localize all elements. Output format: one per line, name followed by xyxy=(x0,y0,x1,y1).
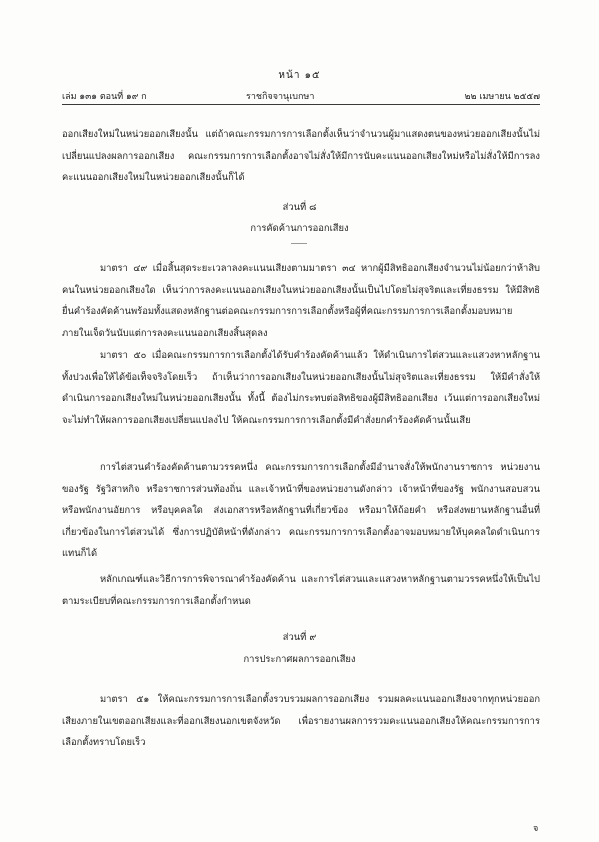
page-number: หน้า ๑๕ xyxy=(278,70,321,81)
section-9-title: การประกาศผลการออกเสียง xyxy=(243,654,356,665)
publication-name: ราชกิจจานุเบกษา xyxy=(246,92,315,102)
paragraph-continuation: ออกเสียงใหม่ในหน่วยออกเสียงนั้น แต่ถ้าคณะกรรมการการเลือกตั้งเห็นว่าจำนวนผู้มาแสดงตนของหน่วยออกเสียงนั้นไม่เปลี่ยนแปลงผลการออกเสียง คณะกรรมการการเลือกตั้งอาจไม่สั่งให้มีการนับคะแนนออกเสียงใหม่หรือไม่สั่งให้มีการลงคะแนนออกเสียงใหม่ในหน่วยออกเสียงนั้นก็ได้ xyxy=(62,129,540,183)
section-49-paragraph: มาตรา ๔๙ เมื่อสิ้นสุดระยะเวลาลงคะแนนเสียงตามมาตรา ๓๔ หากผู้มีสิทธิออกเสียงจำนวนไม่น้อยกว่าห้าสิบคนในหน่วยออกเสียงใด เห็นว่าการลงคะแนนออกเสียงในหน่วยออกเสียงนั้นเป็นไปโดยไม่สุจริตและเที่ยงธรรม ให้มีสิทธิยื่นคำร้องคัดค้านพร้อมทั้งแสดงหลักฐานต่อคณะกรรมการการเลือกตั้งหรือผู้ที่คณะกรรมการการเลือกตั้งมอบหมาย ภายในเจ็ดวันนับแต่การลงคะแนนออกเสียงสิ้นสุดลง xyxy=(62,263,540,339)
section-9-number: ส่วนที่ ๙ xyxy=(282,632,317,643)
publication-date: ๒๒ เมษายน ๒๕๕๗ xyxy=(464,92,540,102)
header-rule xyxy=(62,104,540,105)
running-header xyxy=(62,89,540,103)
section-50-paragraph-2: การไต่สวนคำร้องคัดค้านตามวรรคหนึ่ง คณะกรรมการการเลือกตั้งมีอำนาจสั่งให้พนักงานราชการ หน่วยงานของรัฐ รัฐวิสาหกิจ หรือราชการส่วนท้องถิ่น และเจ้าหน้าที่ของหน่วยงานดังกล่าว เจ้าหน้าที่ของรัฐ พนักงานสอบสวน หรือพนักงานอัยการ หรือบุคคลใด ส่งเอกสารหรือหลักฐานที่เกี่ยวข้อง หรือมาให้ถ้อยคำ หรือส่งพยานหลักฐานอื่นที่เกี่ยวข้องในการไต่สวนได้ ซึ่งการปฏิบัติหน้าที่ดังกล่าว คณะกรรมการการเลือกตั้งอาจมอบหมายให้บุคคลใดดำเนินการแทนก็ได้ xyxy=(62,462,540,559)
section-50-paragraph: มาตรา ๕๐ เมื่อคณะกรรมการการเลือกตั้งได้รับคำร้องคัดค้านแล้ว ให้ดำเนินการไต่สวนและแสวงหาหลักฐานทั้งปวงเพื่อให้ได้ข้อเท็จจริงโดยเร็ว ถ้าเห็นว่าการออกเสียงในหน่วยออกเสียงนั้นไม่สุจริตและเที่ยงธรรม ให้มีคำสั่งให้ดำเนินการออกเสียงใหม่ในหน่วยออกเสียงนั้น ทั้งนี้ ต้องไม่กระทบต่อสิทธิของผู้มีสิทธิออกเสียง เว้นแต่การออกเสียงใหม่จะไม่ทำให้ผลการออกเสียงเปลี่ยนแปลงไป ให้คณะกรรมการการเลือกตั้งมีคำสั่งยกคำร้องคัดค้านนั้นเสีย xyxy=(62,350,540,426)
section-divider xyxy=(291,243,307,244)
section-50-paragraph-3: หลักเกณฑ์และวิธีการการพิจารณาคำร้องคัดค้าน และการไต่สวนและแสวงหาหลักฐานตามวรรคหนึ่งให้เป็นไปตามระเบียบที่คณะกรรมการการเลือกตั้งกำหนด xyxy=(62,574,540,607)
volume-issue: เล่ม ๑๓๑ ตอนที่ ๑๙ ก xyxy=(62,92,147,102)
section-8-title: การคัดค้านการออกเสียง xyxy=(250,223,349,234)
section-8-number: ส่วนที่ ๘ xyxy=(282,202,317,213)
section-51-paragraph: มาตรา ๕๑ ให้คณะกรรมการการเลือกตั้งรวบรวมผลการออกเสียง รวมผลคะแนนออกเสียงจากทุกหน่วยออกเสียงภายในเขตออกเสียงและที่ออกเสียงนอกเขตจังหวัด เพื่อรายงานผลการรวมคะแนนออกเสียงให้คณะกรรมการการเลือกตั้งทราบโดยเร็ว xyxy=(62,694,540,748)
footer-mark: จ xyxy=(533,824,539,834)
